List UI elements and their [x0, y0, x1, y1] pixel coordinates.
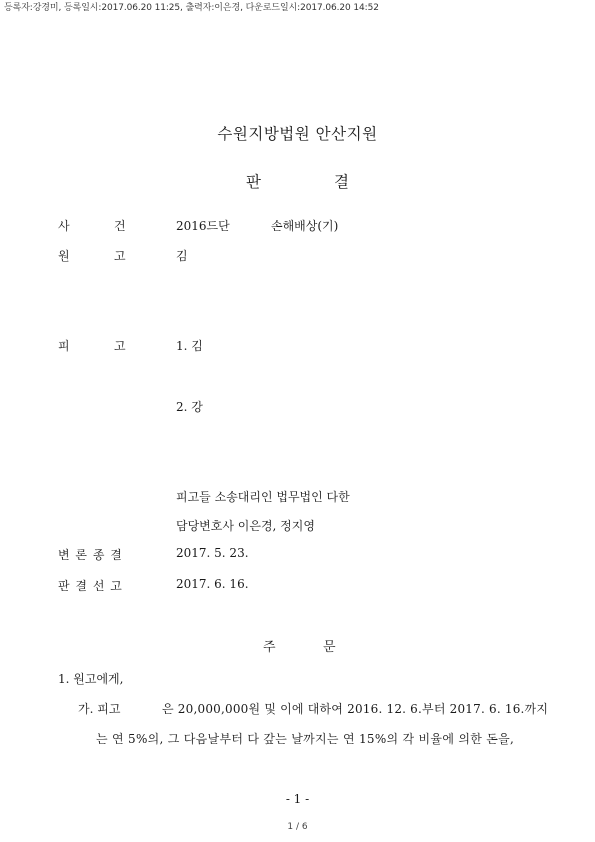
plaintiff-name: 김 [176, 249, 188, 263]
jumun-char-2: 문 [323, 640, 336, 655]
case-label-char-1: 사 [58, 219, 70, 233]
plaintiff-label-char-1: 원 [58, 249, 70, 263]
counsel-line-2: 담당변호사 이은경, 정지영 [176, 519, 315, 533]
case-number: 2016드단 [176, 219, 230, 233]
pdf-page-indicator: 1 / 6 [287, 822, 308, 832]
counsel-line-1: 피고들 소송대리인 법무법인 다한 [176, 490, 350, 504]
defendant-label-char-1: 피 [58, 339, 70, 353]
page-number: - 1 - [285, 792, 310, 806]
court-name: 수원지방법원 안산지원 [217, 125, 378, 143]
jumun-char-1: 주 [263, 640, 276, 655]
order-item-1: 1. 원고에게, [58, 672, 124, 686]
case-name: 손해배상(기) [271, 219, 339, 233]
case-label-char-2: 건 [114, 219, 126, 233]
download-info-header: 등록자:강경미, 등록일시:2017.06.20 11:25, 출력자:이은경, 다운로드일시:2017.06.20 14:52 [4, 3, 379, 13]
plaintiff-label-char-2: 고 [114, 249, 126, 263]
ruling-date: 2017. 6. 16. [176, 577, 249, 591]
closing-date: 2017. 5. 23. [176, 546, 249, 560]
defendant-label-char-2: 고 [114, 339, 126, 353]
order-item-1a-prefix: 가. 피고 [78, 702, 121, 716]
defendant-1: 1. 김 [176, 339, 203, 353]
doc-type-char-2: 결 [334, 173, 349, 191]
order-item-1a-continuation: 는 연 5%의, 그 다음날부터 다 갚는 날까지는 연 15%의 각 비율에 의한 돈을, [96, 732, 515, 746]
closing-label: 변 론 종 결 [58, 548, 123, 562]
ruling-label: 판 결 선 고 [58, 579, 123, 593]
order-item-1a-text: 은 20,000,000원 및 이에 대하여 2016. 12. 6.부터 2017. 6. 16.까지 [162, 702, 549, 716]
doc-type-char-1: 판 [246, 173, 261, 191]
defendant-2: 2. 강 [176, 400, 203, 414]
